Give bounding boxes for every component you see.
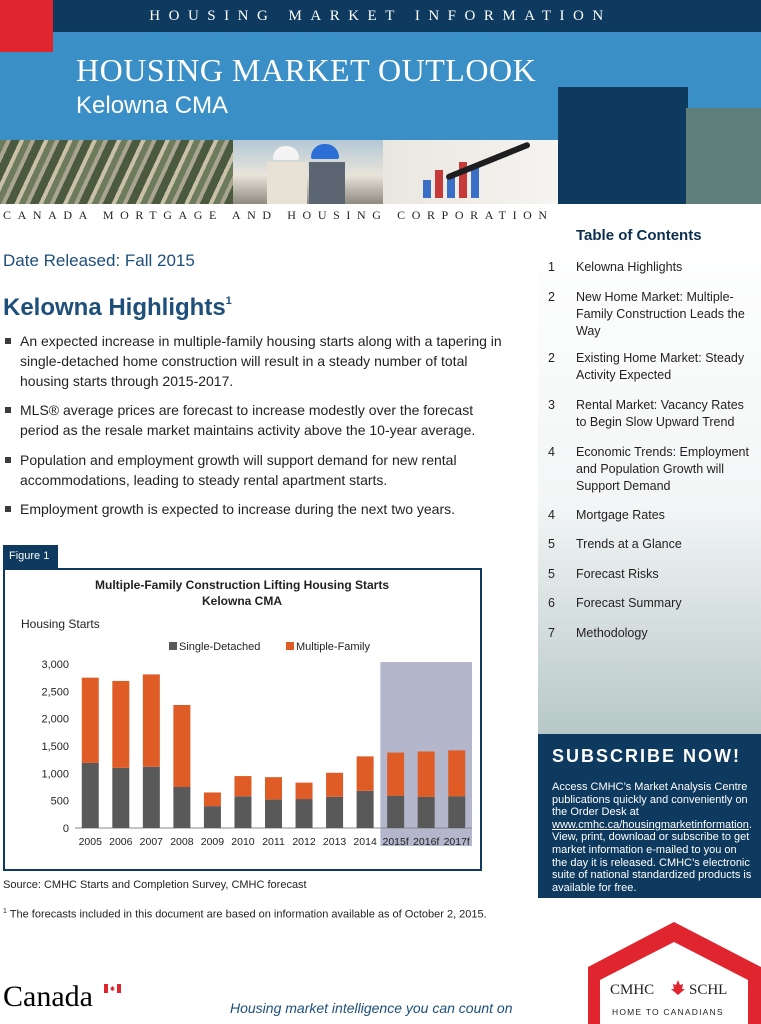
highlights-heading: Kelowna Highlights$^1$ xyxy=(3,294,232,321)
toc-item-label: Economic Trends: Employment and Population Growth will Support Demand xyxy=(576,445,749,493)
toc-heading: Table of Contents xyxy=(576,227,702,244)
chart-title: Multiple-Family Construction Lifting Housing Starts xyxy=(95,578,389,592)
bar-single-detached xyxy=(234,796,251,828)
figure-frame xyxy=(3,568,482,871)
x-tick-label: 2011 xyxy=(262,836,285,848)
bar-single-detached xyxy=(296,799,313,828)
legend-swatch xyxy=(169,642,177,650)
y-tick-label: 3,000 xyxy=(41,659,69,671)
red-accent-square xyxy=(0,0,53,52)
page-title: HOUSING MARKET OUTLOOK xyxy=(76,52,537,88)
x-tick-label: 2013 xyxy=(322,836,347,848)
bar-single-detached xyxy=(204,806,221,828)
logo-home-to-canadians: HOME TO CANADIANS xyxy=(612,1007,724,1017)
toc-item-label: New Home Market: Multiple-Family Construction Leads the Way xyxy=(576,290,745,338)
bar-single-detached xyxy=(112,768,129,828)
toc-page-number: 1 xyxy=(548,260,555,274)
x-tick-label: 2006 xyxy=(109,836,133,848)
housing-market-info-link[interactable]: www.cmhc.ca/housingmarketinformation xyxy=(552,818,749,831)
bar-multiple-family xyxy=(418,751,435,796)
bar-single-detached xyxy=(448,796,465,828)
toc-page-number: 5 xyxy=(548,537,555,551)
x-tick-label: 2010 xyxy=(231,836,255,848)
toc-page-number: 2 xyxy=(548,290,555,304)
toc-page-number: 4 xyxy=(548,445,555,459)
bar-multiple-family xyxy=(448,750,465,796)
bar-multiple-family xyxy=(173,705,190,787)
figure-source: Source: CMHC Starts and Completion Survey, CMHC forecast xyxy=(3,879,307,891)
bar-single-detached xyxy=(357,791,374,828)
toc-item-label: Forecast Summary xyxy=(576,596,682,610)
toc-item-label: Existing Home Market: Steady Activity Expected xyxy=(576,351,745,382)
toc-page-number: 4 xyxy=(548,508,555,522)
toc-item-label: Forecast Risks xyxy=(576,567,659,581)
bar-multiple-family xyxy=(326,773,343,797)
toc-page-number: 5 xyxy=(548,567,555,581)
cmhc-logo xyxy=(588,922,761,1024)
y-tick-label: 500 xyxy=(50,795,69,808)
logo-cmhc: CMHC xyxy=(610,982,655,998)
toc-item-label: Trends at a Glance xyxy=(576,537,682,551)
bar-single-detached xyxy=(418,797,435,828)
toc-item-label: Mortgage Rates xyxy=(576,508,665,522)
band-text: HOUSING MARKET INFORMATION xyxy=(149,8,612,24)
toc-item-label: Kelowna Highlights xyxy=(576,260,683,274)
x-tick-label: 2009 xyxy=(200,836,225,848)
subscribe-box xyxy=(538,734,761,898)
bar-multiple-family xyxy=(296,783,313,799)
y-tick-label: 2,500 xyxy=(41,686,69,699)
toc-page-number: 2 xyxy=(548,351,555,365)
subscribe-heading: SUBSCRIBE NOW! xyxy=(552,746,741,766)
page-subtitle: Kelowna CMA xyxy=(76,92,229,119)
chart-y-label: Housing Starts xyxy=(21,617,100,631)
x-tick-label: 2017f xyxy=(443,836,470,848)
canada-wordmark: Canada xyxy=(3,980,93,1013)
footnote: $^1$ The forecasts included in this document are based on information available as of October 2, 2015. xyxy=(3,908,487,921)
toc-item-label: Rental Market: Vacancy Rates to Begin Slow Upward Trend xyxy=(576,398,744,429)
canada-flag-icon xyxy=(104,984,121,993)
x-tick-label: 2007 xyxy=(139,836,164,848)
bullet-square-icon xyxy=(5,457,11,463)
bar-single-detached xyxy=(387,796,404,828)
toc-page-number: 6 xyxy=(548,596,555,610)
legend-label: Multiple-Family xyxy=(296,641,370,653)
date-released: Date Released: Fall 2015 xyxy=(3,251,195,270)
bar-single-detached xyxy=(82,763,99,828)
bar-multiple-family xyxy=(82,678,99,763)
bar-multiple-family xyxy=(204,792,221,806)
toc-page-number: 7 xyxy=(548,626,555,640)
x-tick-label: 2012 xyxy=(292,836,316,848)
corporation-name: CANADA MORTGAGE AND HOUSING CORPORATION xyxy=(3,208,554,222)
bullet-square-icon xyxy=(5,338,11,344)
y-tick-label: 1,000 xyxy=(41,768,69,781)
bar-single-detached xyxy=(326,797,343,828)
bullet-square-icon xyxy=(5,407,11,413)
construction-workers-photo xyxy=(233,140,383,204)
subscribe-text: Access CMHC’s Market Analysis Centre publications quickly and conveniently on the Order Desk at www.cmhc.ca/housingmarketinformation. View, print, download or subscribe to get market information e-mailed to you on the day it is released. CMHC’s electronic suite of national standardized products is available for free. xyxy=(552,781,752,894)
teal-accent-block xyxy=(686,108,761,204)
toc-page-number: 3 xyxy=(548,398,555,412)
legend-swatch xyxy=(286,642,294,650)
chart-and-pen-photo xyxy=(383,140,558,204)
bar-multiple-family xyxy=(265,777,282,799)
bar-single-detached xyxy=(173,787,190,828)
tagline: Housing market intelligence you can count on xyxy=(230,1000,513,1016)
x-tick-label: 2008 xyxy=(170,836,194,848)
bar-single-detached xyxy=(265,800,282,828)
legend-label: Single-Detached xyxy=(179,641,261,653)
figure-label: Figure 1 xyxy=(3,545,58,568)
y-tick-label: 2,000 xyxy=(41,713,69,726)
housing-starts-chart xyxy=(5,570,480,869)
chart-subtitle: Kelowna CMA xyxy=(201,594,283,608)
bar-multiple-family xyxy=(112,681,129,768)
x-tick-label: 2015f xyxy=(382,836,409,848)
bar-multiple-family xyxy=(387,753,404,796)
x-tick-label: 2014 xyxy=(353,836,377,848)
logo-schl: SCHL xyxy=(689,982,728,998)
bullet-square-icon xyxy=(5,506,11,512)
top-band xyxy=(0,0,761,32)
x-tick-label: 2016f xyxy=(413,836,440,848)
bar-multiple-family xyxy=(234,776,251,796)
y-tick-label: 0 xyxy=(62,823,69,835)
aerial-houses-photo xyxy=(0,140,233,204)
y-tick-label: 1,500 xyxy=(41,741,69,753)
bar-multiple-family xyxy=(357,756,374,790)
bar-multiple-family xyxy=(143,674,160,766)
x-tick-label: 2005 xyxy=(78,836,102,848)
toc-item-label: Methodology xyxy=(576,626,648,640)
footnote-ref: 1 xyxy=(225,295,232,307)
navy-accent-block xyxy=(558,87,688,204)
bar-single-detached xyxy=(143,767,160,828)
